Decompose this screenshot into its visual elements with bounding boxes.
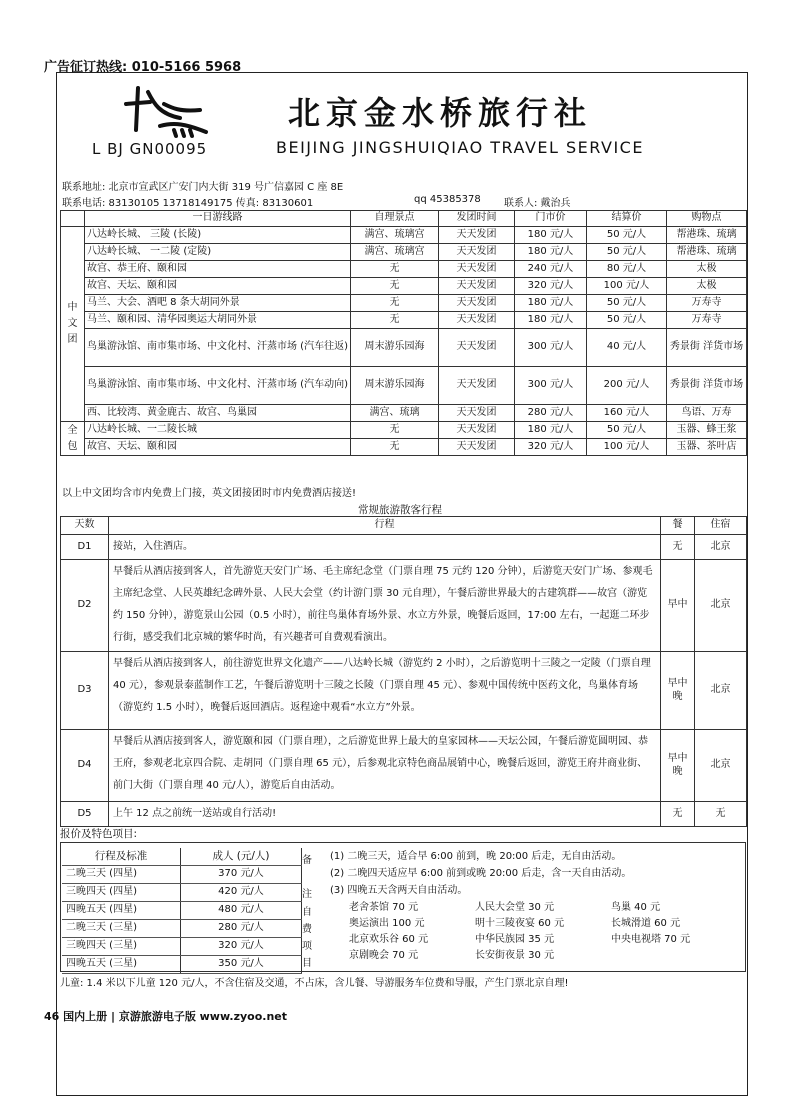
tour-shopping: 万寿寺: [667, 295, 747, 312]
tour-retail-price: 180 元/人: [515, 422, 587, 439]
tour-route: 西、比较湾、黄金鹿古、故宫、鸟巢园: [85, 405, 351, 422]
ad-hotline: 广告征订热线: 010-5166 5968: [44, 60, 242, 75]
agency-name-en: BEIJING JINGSHUIQIAO TRAVEL SERVICE: [276, 138, 644, 157]
tour-attraction: 满宫、琉璃宫: [351, 227, 439, 244]
tour-schedule: 天天发团: [439, 244, 515, 261]
table-row: [346, 916, 728, 932]
tour-route: 鸟巢游泳馆、南市集市场、中文化村、汗蒸市场 (汽车往返): [85, 329, 351, 367]
tour-route: 故宫、恭王府、颐和园: [85, 261, 351, 278]
table-header-row: [61, 211, 747, 227]
tour-attraction: 无: [351, 295, 439, 312]
day-meals: 早中: [661, 560, 695, 652]
child-price-note: 儿童: 1.4 米以下儿童 120 元/人，不含住宿及交通，不占床，含儿餐、导游服务车位费和导服，产生门票北京自理!: [60, 978, 569, 989]
table-row: [61, 329, 747, 367]
tour-retail-price: 300 元/人: [515, 329, 587, 367]
pickup-note: 以上中文团均含市内免费上门接，英文团接团时市内免费酒店接送!: [62, 488, 357, 499]
tour-attraction: 无: [351, 439, 439, 456]
tour-shopping: 太极: [667, 278, 747, 295]
tour-net-price: 100 元/人: [587, 439, 667, 456]
tour-route: 八达岭长城、 三陵 (长陵): [85, 227, 351, 244]
license-number: L BJ GN00095: [92, 140, 208, 158]
header-cell: 行程: [109, 517, 661, 535]
contact-qq: qq 45385378: [414, 194, 481, 205]
tour-retail-price: 180 元/人: [515, 312, 587, 329]
contact-person: 联系人: 戴治兵: [504, 198, 571, 209]
day-meals: 早中晚: [661, 730, 695, 802]
tour-retail-price: 180 元/人: [515, 295, 587, 312]
table-row: [346, 900, 728, 916]
tour-shopping: 秀景街 洋货市场: [667, 329, 747, 367]
tour-schedule: 天天发团: [439, 439, 515, 456]
table-row: [346, 932, 728, 948]
header-cell: 天数: [61, 517, 109, 535]
header-cell: 结算价: [587, 211, 667, 227]
tour-attraction: 无: [351, 312, 439, 329]
package-name: 三晚四天 (三星): [62, 938, 181, 956]
tour-shopping: 帮港珠、琉璃: [667, 227, 747, 244]
tour-shopping: 太极: [667, 261, 747, 278]
tour-schedule: 天天发团: [439, 278, 515, 295]
tour-net-price: 50 元/人: [587, 227, 667, 244]
extra-item: 长安街夜景 30 元: [475, 949, 555, 961]
extra-item: 老舍茶馆 70 元: [349, 901, 419, 913]
table-row: [61, 439, 747, 456]
day-tours-table: [60, 210, 747, 456]
tour-route: 八达岭长城、一二陵长城: [85, 422, 351, 439]
tour-attraction: 满宫、琉璃: [351, 405, 439, 422]
tour-net-price: 80 元/人: [587, 261, 667, 278]
table-row: [61, 422, 747, 439]
day-number: D5: [61, 802, 109, 827]
table-row: [62, 866, 302, 884]
header-cell: 餐: [661, 517, 695, 535]
day-number: D2: [61, 560, 109, 652]
package-price: 480 元/人: [181, 902, 302, 920]
table-row: [61, 278, 747, 295]
optional-extras-table: [346, 900, 728, 964]
tour-shopping: 玉器、茶叶店: [667, 439, 747, 456]
tour-attraction: 周末游乐园海: [351, 367, 439, 405]
tour-net-price: 40 元/人: [587, 329, 667, 367]
package-name: 四晚五天 (四星): [62, 902, 181, 920]
day-description: 早餐后从酒店接到客人，首先游览天安门广场、毛主席纪念堂（门票自理 75 元约 120 分钟），后游览天安门广场、参观毛主席纪念堂、人民英雄纪念碑外景、人民大会堂（约计游门票 30 元自理），午餐后游世界最大的古建筑群——故宫（游览约 150 分钟），游览景山公园（0.5 小时），前往鸟巢体育场外景、水立方外景，晚餐后返回，17:00 左右，一起逛二环步行街，感受我们北京城的繁华时尚，有兴趣者可自费观看演出。: [109, 560, 661, 652]
note-line: (2) 二晚四天适应早 6:00 前到或晚 20:00 后走，含一天自由活动。: [330, 868, 632, 879]
package-price: 420 元/人: [181, 884, 302, 902]
header-cell: 发团时间: [439, 211, 515, 227]
extra-item: 京剧晚会 70 元: [349, 949, 419, 961]
header-cell: 成人 (元/人): [181, 848, 302, 866]
tour-attraction: 无: [351, 422, 439, 439]
table-row: [62, 920, 302, 938]
tour-schedule: 天天发团: [439, 405, 515, 422]
day-description: 接站，入住酒店。: [109, 535, 661, 560]
page-footer: 46 国内上册 | 京游旅游电子版 www.zyoo.net: [44, 1010, 288, 1023]
extra-item: 中央电视塔 70 元: [611, 933, 691, 945]
table-row: [61, 367, 747, 405]
day-number: D3: [61, 652, 109, 730]
note-line: (3) 四晚五天含两天自由活动。: [330, 885, 468, 896]
table-row: [61, 312, 747, 329]
extras-label-3: 项: [302, 941, 312, 952]
agency-name-cn: 北京金水桥旅行社: [288, 94, 593, 132]
day-description: 早餐后从酒店接到客人，游览颐和园（门票自理），之后游览世界上最大的皇家园林——天坛公园，午餐后游览圆明园、恭王府，参观老北京四合院、走胡同（门票自理 65 元），后参观北京特色商品展销中心，晚餐后返回，游览王府井商业街、前门大街（门票自理 40 元/人），游览后自由活动。: [109, 730, 661, 802]
extras-label-1: 自: [302, 907, 312, 918]
package-name: 三晚四天 (四星): [62, 884, 181, 902]
package-price: 370 元/人: [181, 866, 302, 884]
table-row: [62, 902, 302, 920]
table-row: [61, 295, 747, 312]
extra-item: 中华民族园 35 元: [475, 933, 555, 945]
tour-shopping: 玉器、蜂王浆: [667, 422, 747, 439]
table-row: [62, 956, 302, 974]
table-row: [61, 244, 747, 261]
tour-shopping: 万寿寺: [667, 312, 747, 329]
tour-schedule: 天天发团: [439, 295, 515, 312]
tour-schedule: 天天发团: [439, 312, 515, 329]
table-row: [62, 938, 302, 956]
tour-net-price: 50 元/人: [587, 244, 667, 261]
tour-shopping: 鸟语、万寿: [667, 405, 747, 422]
table-row: [61, 730, 747, 802]
tour-retail-price: 320 元/人: [515, 278, 587, 295]
day-description: 上午 12 点之前统一送站或自行活动!: [109, 802, 661, 827]
header-cell: 门市价: [515, 211, 587, 227]
day-meals: 无: [661, 802, 695, 827]
tour-retail-price: 180 元/人: [515, 244, 587, 261]
package-price-table: [62, 848, 302, 974]
day-number: D4: [61, 730, 109, 802]
tour-net-price: 100 元/人: [587, 278, 667, 295]
itinerary-title: 常规旅游散客行程: [358, 504, 442, 516]
price-notes: [330, 848, 631, 899]
tour-shopping: 帮港珠、琉璃: [667, 244, 747, 261]
day-stay: 无: [695, 802, 747, 827]
price-section-title: 报价及特色项目:: [60, 828, 138, 840]
tour-schedule: 天天发团: [439, 422, 515, 439]
tour-attraction: 无: [351, 261, 439, 278]
tour-schedule: 天天发团: [439, 227, 515, 244]
table-row: [61, 535, 747, 560]
itinerary-table: [60, 516, 747, 827]
header-cell: 住宿: [695, 517, 747, 535]
package-name: 二晚三天 (四星): [62, 866, 181, 884]
day-meals: 无: [661, 535, 695, 560]
tour-schedule: 天天发团: [439, 329, 515, 367]
table-row: [61, 652, 747, 730]
tour-attraction: 周末游乐园海: [351, 329, 439, 367]
tour-net-price: 50 元/人: [587, 312, 667, 329]
contact-address: 联系地址: 北京市宣武区广安门内大街 319 号广信嘉园 C 座 8E: [62, 182, 344, 193]
tour-route: 鸟巢游泳馆、南市集市场、中文化村、汗蒸市场 (汽车动向): [85, 367, 351, 405]
tour-route: 故宫、天坛、颐和园: [85, 439, 351, 456]
extras-label-4: 目: [302, 958, 312, 969]
extra-item: 北京欢乐谷 60 元: [349, 933, 429, 945]
tour-net-price: 50 元/人: [587, 295, 667, 312]
group-label-all: 全包: [61, 422, 85, 456]
tour-route: 故宫、天坛、颐和园: [85, 278, 351, 295]
tour-route: 马兰、颐和园、清华园奥运大胡同外景: [85, 312, 351, 329]
tour-route: 马兰、大会、酒吧 8 条大胡同外景: [85, 295, 351, 312]
package-price: 320 元/人: [181, 938, 302, 956]
day-stay: 北京: [695, 535, 747, 560]
tour-retail-price: 240 元/人: [515, 261, 587, 278]
extra-item: 明十三陵夜宴 60 元: [475, 917, 565, 929]
extras-label-2: 费: [302, 924, 312, 935]
package-name: 二晚三天 (三星): [62, 920, 181, 938]
tour-retail-price: 280 元/人: [515, 405, 587, 422]
table-row: [61, 560, 747, 652]
table-row: [61, 227, 747, 244]
extra-item: 长城滑道 60 元: [611, 917, 681, 929]
tour-retail-price: 300 元/人: [515, 367, 587, 405]
header-cell: 购物点: [667, 211, 747, 227]
tour-route: 八达岭长城、 一二陵 (定陵): [85, 244, 351, 261]
table-row: [346, 948, 728, 964]
tour-shopping: 秀景街 洋货市场: [667, 367, 747, 405]
header-cell: 一日游线路: [85, 211, 351, 227]
extra-item: [608, 948, 728, 964]
header-cell: [61, 211, 85, 227]
tour-schedule: 天天发团: [439, 367, 515, 405]
table-row: [61, 405, 747, 422]
note-line: (1) 二晚三天，适合早 6:00 前到，晚 20:00 后走，无自由活动。: [330, 851, 622, 862]
tour-schedule: 天天发团: [439, 261, 515, 278]
package-price: 350 元/人: [181, 956, 302, 974]
notes-label-1: 备: [302, 855, 312, 866]
day-number: D1: [61, 535, 109, 560]
table-row: [62, 884, 302, 902]
header-cell: 自理景点: [351, 211, 439, 227]
contact-phone: 联系电话: 83130105 13718149175 传真: 83130601: [62, 198, 314, 209]
table-row: [61, 802, 747, 827]
table-row: [61, 261, 747, 278]
tour-net-price: 200 元/人: [587, 367, 667, 405]
extra-item: 人民大会堂 30 元: [475, 901, 555, 913]
day-stay: 北京: [695, 652, 747, 730]
package-name: 四晚五天 (三星): [62, 956, 181, 974]
table-header-row: [62, 848, 302, 866]
notes-label-2: 注: [302, 889, 312, 900]
package-price: 280 元/人: [181, 920, 302, 938]
tour-attraction: 无: [351, 278, 439, 295]
group-label-cn: 中文团: [61, 227, 85, 422]
tour-attraction: 满宫、琉璃宫: [351, 244, 439, 261]
table-header-row: [61, 517, 747, 535]
logo-icon: [120, 84, 210, 140]
tour-net-price: 50 元/人: [587, 422, 667, 439]
extra-item: 奥运演出 100 元: [349, 917, 425, 929]
extra-item: 鸟巢 40 元: [611, 901, 661, 913]
day-stay: 北京: [695, 730, 747, 802]
tour-retail-price: 320 元/人: [515, 439, 587, 456]
tour-net-price: 160 元/人: [587, 405, 667, 422]
day-meals: 早中晚: [661, 652, 695, 730]
day-description: 早餐后从酒店接到客人，前往游览世界文化遗产——八达岭长城（游览约 2 小时），之后游览明十三陵之一定陵（门票自理 40 元），参观景泰蓝制作工艺，午餐后游览明十三陵之长陵（门票自理 45 元）、参观中国传统中医药文化，鸟巢体育场（游览约 1.5 小时），晚餐后返回酒店。返程途中观看“水立方”外景。: [109, 652, 661, 730]
day-stay: 北京: [695, 560, 747, 652]
tour-retail-price: 180 元/人: [515, 227, 587, 244]
header-cell: 行程及标准: [62, 848, 181, 866]
